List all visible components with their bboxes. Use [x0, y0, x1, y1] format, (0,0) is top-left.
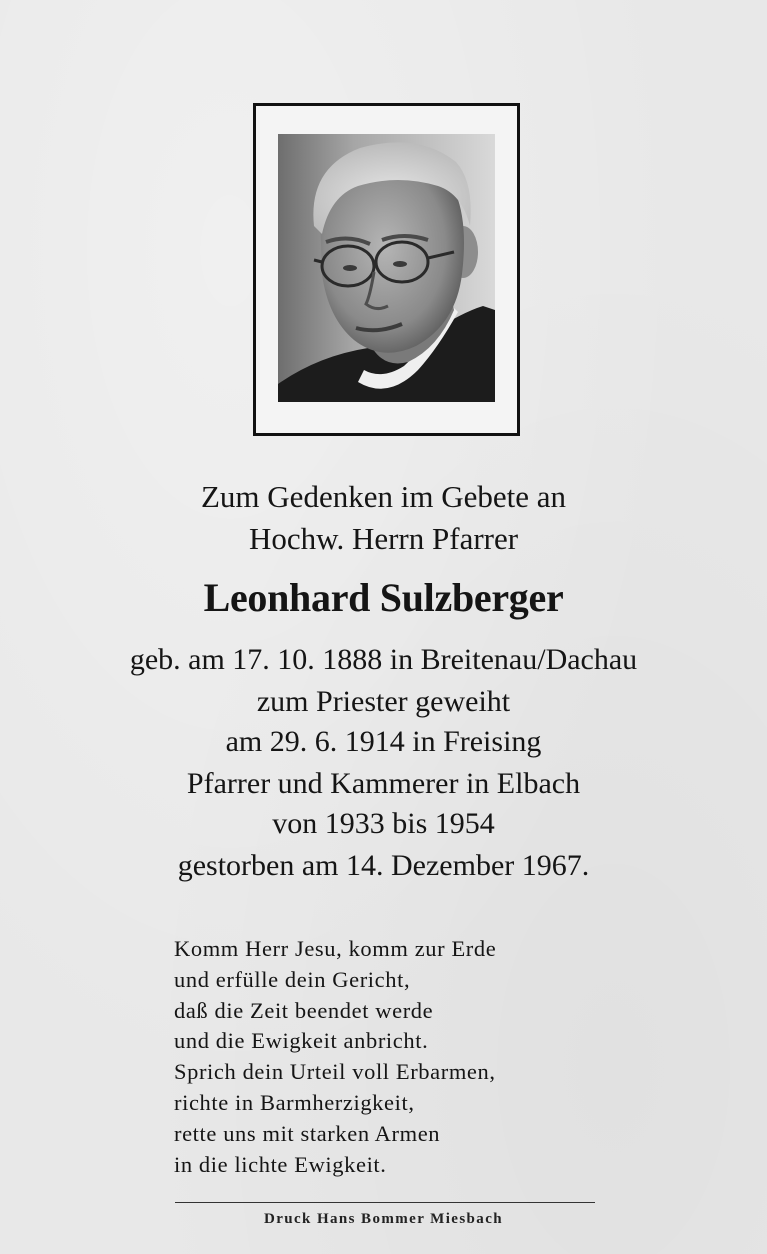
- dedication-line-1: Zum Gedenken im Gebete an: [201, 479, 566, 514]
- ordination-line-1: zum Priester geweiht: [256, 685, 511, 718]
- printer-credit: Druck Hans Bommer Miesbach: [263, 1211, 504, 1227]
- biography: [0, 640, 767, 886]
- prayer-line: Komm Herr Jesu, komm zur Erde: [174, 936, 497, 961]
- office-line-2: von 1933 bis 1954: [272, 807, 495, 840]
- dedication-line-2: Hochw. Herrn Pfarrer: [248, 521, 519, 556]
- prayer-verse: [174, 934, 496, 1180]
- prayer-line: Sprich dein Urteil voll Erbarmen,: [174, 1059, 496, 1085]
- prayer-line: und die Ewigkeit anbricht.: [174, 1028, 429, 1054]
- deceased-name: Leonhard Sulzberger: [203, 575, 564, 620]
- divider-line: [175, 1202, 595, 1203]
- prayer-line: und erfülle dein Gericht,: [174, 966, 411, 992]
- ordination-line-2: am 29. 6. 1914 in Freising: [225, 725, 542, 758]
- dedication-heading: [0, 476, 767, 560]
- death-line: gestorben am 14. Dezember 1967.: [177, 849, 590, 882]
- prayer-line: rette uns mit starken Armen: [174, 1120, 441, 1146]
- prayer-line: richte in Barmherzigkeit,: [174, 1089, 415, 1115]
- office-line-1: Pfarrer und Kammerer in Elbach: [186, 767, 581, 800]
- portrait-frame: [253, 103, 520, 436]
- portrait-photo: [278, 134, 495, 402]
- birth-line: geb. am 17. 10. 1888 in Breitenau/Dachau: [129, 643, 638, 676]
- prayer-line: in die lichte Ewigkeit.: [174, 1151, 387, 1177]
- prayer-line: daß die Zeit beendet werde: [174, 997, 434, 1023]
